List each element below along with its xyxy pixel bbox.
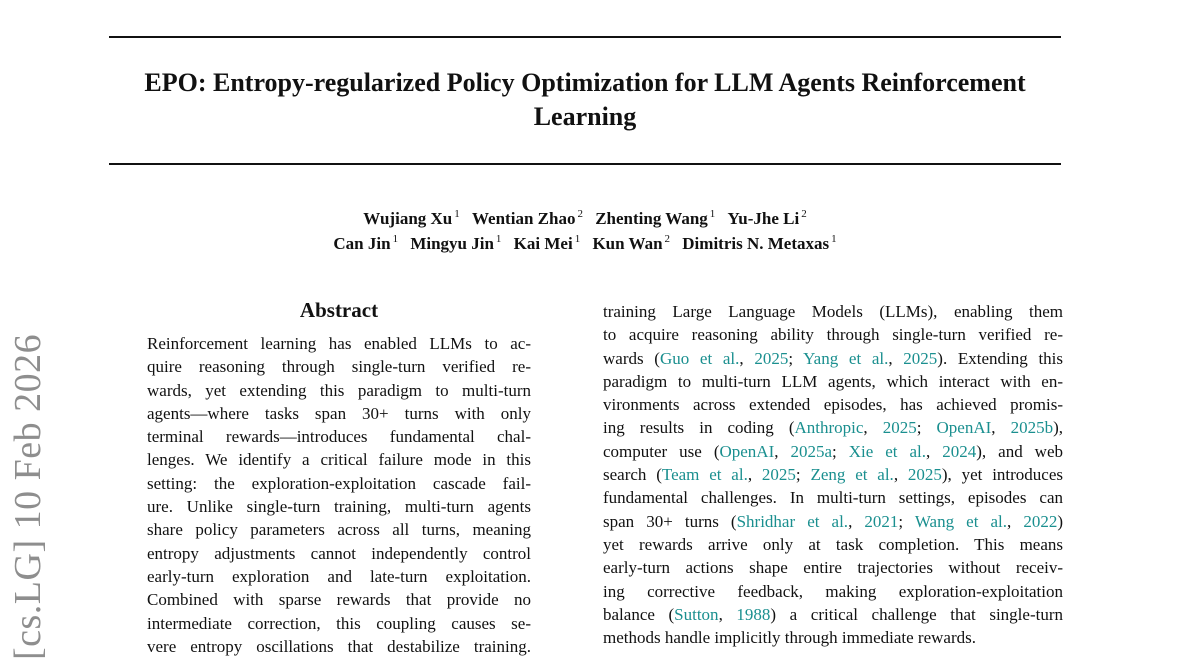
abstract-line: quire reasoning through single-turn verified re- <box>147 357 531 377</box>
intro-line: paradigm to multi-turn LLM agents, which interact with en- <box>603 371 1063 391</box>
paper-title-line-1: EPO: Entropy-regularized Policy Optimization for LLM Agents Reinforcement <box>144 68 1026 97</box>
arxiv-side-stamp: [cs.LG] 10 Feb 2026 <box>7 333 49 660</box>
citation-link[interactable]: 2021 <box>864 511 899 531</box>
citation-link[interactable]: Team et al. <box>661 465 748 485</box>
citation-link[interactable]: Xie et al. <box>848 441 927 461</box>
intro-line: computer use (OpenAI, 2025a; Xie et al., 2024), and web <box>603 441 1063 461</box>
abstract-line: wards, yet extending this paradigm to multi-turn <box>147 380 531 400</box>
introduction-column <box>603 300 1063 649</box>
abstract-line: Combined with sparse rewards that provide no <box>147 590 531 610</box>
author: Kun Wan $^2$ <box>592 233 671 253</box>
intro-line: training Large Language Models (LLMs), enabling them <box>603 302 1063 321</box>
author-row-2 <box>109 231 1061 256</box>
author: Dimitris N. Metaxas $^1$ <box>682 233 837 253</box>
intro-line: balance (Sutton, 1988) a critical challenge that single-turn <box>603 604 1063 624</box>
citation-link[interactable]: Anthropic <box>794 418 864 438</box>
author: Wujiang Xu $^1$ <box>363 208 460 228</box>
citation-link[interactable]: 2024 <box>942 441 977 461</box>
abstract-line: Reinforcement learning has enabled LLMs to ac- <box>147 334 531 353</box>
abstract-line: agents—where tasks span 30+ turns with only <box>147 403 531 423</box>
citation-link[interactable]: 2025 <box>907 465 942 485</box>
intro-line: ing corrective feedback, making exploration-exploitation <box>603 581 1063 601</box>
intro-line: vironments across extended episodes, has achieved promis- <box>603 395 1063 415</box>
citation-link[interactable]: 2025 <box>903 348 938 368</box>
citation-link[interactable]: Guo et al. <box>659 348 740 368</box>
paper-title <box>109 66 1061 134</box>
title-top-rule <box>109 36 1061 38</box>
author: Yu-Jhe Li $^2$ <box>727 208 807 228</box>
citation-link[interactable]: Sutton <box>674 604 719 624</box>
author: Can Jin $^1$ <box>333 233 399 253</box>
abstract-line: setting: the exploration-exploitation cascade fail- <box>147 473 531 493</box>
citation-link[interactable]: 2025 <box>754 348 789 368</box>
citation-link[interactable]: 2025 <box>882 418 917 438</box>
abstract-line: vere entropy oscillations that destabilize training. <box>147 636 531 656</box>
abstract-line: share policy parameters across all turns, meaning <box>147 520 531 540</box>
intro-line: wards (Guo et al., 2025; Yang et al., 2025). Extending this <box>603 348 1064 368</box>
intro-line: search (Team et al., 2025; Zeng et al., 2025), yet introduces <box>603 465 1064 485</box>
intro-line: span 30+ turns (Shridhar et al., 2021; Wang et al., 2022) <box>603 511 1063 531</box>
citation-link[interactable]: 2025b <box>1010 418 1054 438</box>
author: Kai Mei $^1$ <box>513 233 581 253</box>
intro-line: to acquire reasoning ability through single-turn verified re- <box>603 325 1063 345</box>
citation-link[interactable]: Wang et al. <box>914 511 1007 531</box>
citation-link[interactable]: OpenAI <box>719 441 775 461</box>
paper-title-line-2: Learning <box>533 102 637 131</box>
abstract-line: entropy adjustments cannot independently control <box>147 543 531 563</box>
citation-link[interactable]: Zeng et al. <box>810 465 894 485</box>
author: Wentian Zhao $^2$ <box>472 208 583 228</box>
abstract-line: early-turn exploration and late-turn exploitation. <box>147 566 531 586</box>
intro-line: early-turn actions shape entire trajectories without receiv- <box>603 558 1063 578</box>
intro-line: fundamental challenges. In multi-turn settings, episodes can <box>603 488 1063 508</box>
abstract-line: terminal rewards—introduces fundamental chal- <box>147 427 531 447</box>
author: Zhenting Wang $^1$ <box>595 208 716 228</box>
author: Mingyu Jin $^1$ <box>410 233 502 253</box>
abstract-line: ure. Unlike single-turn training, multi-turn agents <box>147 497 531 517</box>
citation-link[interactable]: 2025a <box>790 441 833 461</box>
citation-link[interactable]: Yang et al. <box>803 348 889 368</box>
intro-line: methods handle implicitly through immediate rewards. <box>603 628 976 648</box>
abstract-line: lenges. We identify a critical failure mode in this <box>147 450 531 470</box>
citation-link[interactable]: Shridhar et al. <box>736 511 849 531</box>
intro-line: ing results in coding (Anthropic, 2025; OpenAI, 2025b), <box>603 418 1064 438</box>
author-row-1 <box>109 206 1061 231</box>
abstract-column <box>147 296 531 658</box>
author-list <box>109 206 1061 256</box>
citation-link[interactable]: OpenAI <box>936 418 992 438</box>
citation-link[interactable]: 1988 <box>736 604 771 624</box>
title-bottom-rule <box>109 163 1061 165</box>
abstract-line: intermediate correction, this coupling causes se- <box>147 613 531 633</box>
abstract-heading: Abstract <box>299 298 379 322</box>
citation-link[interactable]: 2025 <box>761 465 796 485</box>
citation-link[interactable]: 2022 <box>1023 511 1058 531</box>
intro-line: yet rewards arrive only at task completion. This means <box>603 534 1063 554</box>
